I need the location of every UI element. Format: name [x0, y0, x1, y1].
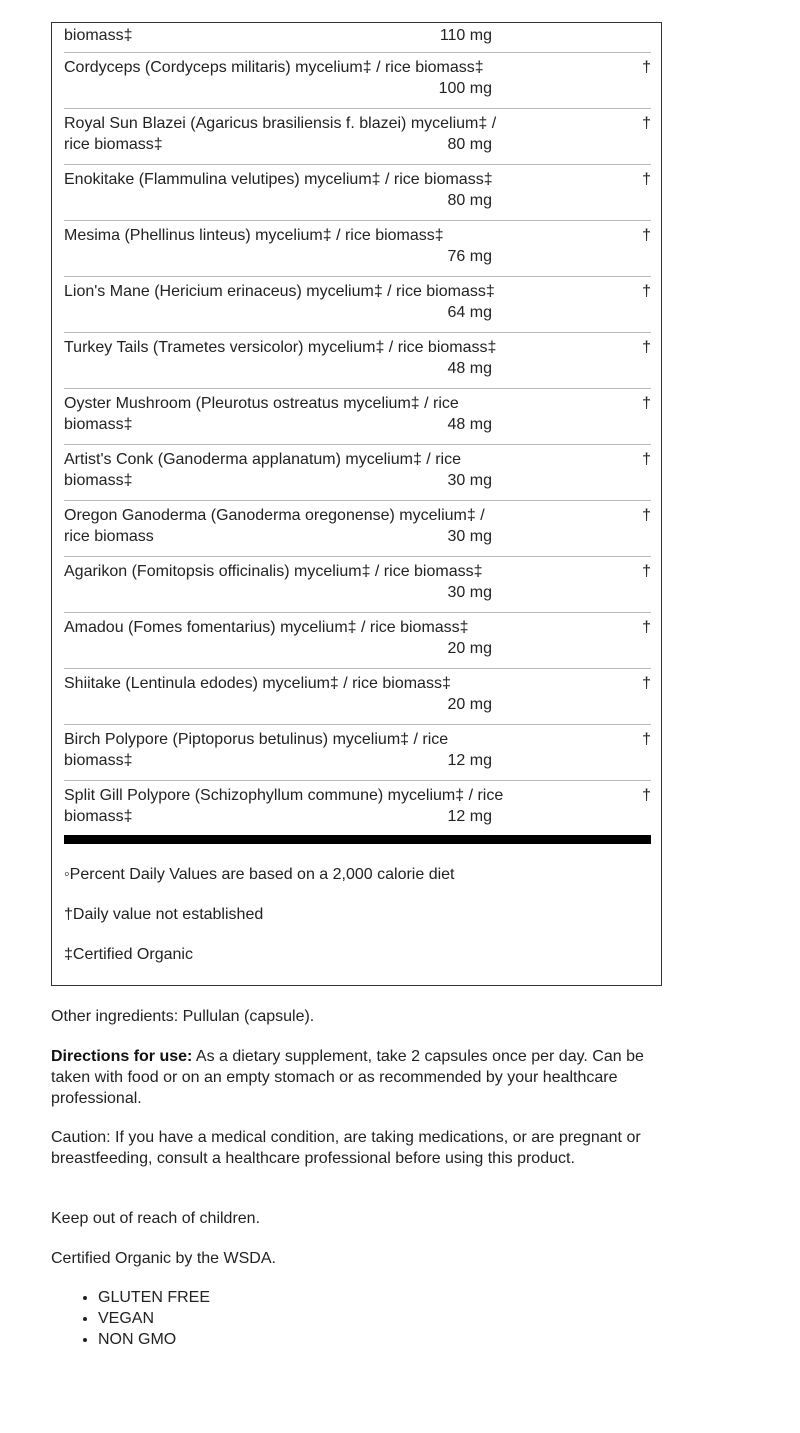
ingredient-amount: 80 mg [447, 136, 492, 153]
ingredient-name: Split Gill Polypore (Schizophyllum commune) mycelium‡ / rice biomass‡ [64, 787, 504, 825]
thick-divider [64, 835, 651, 844]
daily-value-dagger: † [642, 451, 651, 468]
ingredient-name: Shiitake (Lentinula edodes) mycelium‡ / rice biomass‡ [64, 675, 451, 692]
supplement-facts-panel [51, 22, 662, 986]
ingredient-name: Turkey Tails (Trametes versicolor) mycelium‡ / rice biomass‡ [64, 339, 497, 356]
certified-by-text: Certified Organic by the WSDA. [51, 1250, 276, 1267]
ingredient-name: Agarikon (Fomitopsis officinalis) mycelium‡ / rice biomass‡ [64, 563, 483, 580]
border-gap [664, 880, 674, 1010]
ingredient-name: Artist's Conk (Ganoderma applanatum) mycelium‡ / rice biomass‡ [64, 451, 461, 489]
ingredient-amount: 12 mg [447, 752, 492, 769]
ingredient-name: Enokitake (Flammulina velutipes) mycelium‡ / rice biomass‡ [64, 171, 493, 188]
ingredient-rows [64, 23, 651, 837]
ingredient-amount: 64 mg [447, 304, 492, 321]
badge-list [51, 1287, 210, 1350]
ingredient-row [64, 109, 651, 165]
ingredient-name: Lion's Mane (Hericium erinaceus) mycelium‡ / rice biomass‡ [64, 283, 495, 300]
daily-value-dagger: † [642, 171, 651, 188]
ingredient-row [64, 165, 651, 221]
ingredient-row [64, 445, 651, 501]
ingredient-amount: 30 mg [447, 472, 492, 489]
caution-text: Caution: If you have a medical condition, are taking medications, or are pregnant or breastfeeding, consult a healthcare professional before using this product. [51, 1129, 641, 1167]
ingredient-row [64, 53, 651, 109]
ingredient-amount: 76 mg [447, 248, 492, 265]
ingredient-row [64, 277, 651, 333]
daily-value-dagger: † [642, 507, 651, 524]
badge-item: • NON GMO [98, 1329, 210, 1350]
ingredient-amount: 30 mg [447, 584, 492, 601]
ingredient-name: Cordyceps (Cordyceps militaris) mycelium‡ / rice biomass‡ [64, 59, 484, 76]
daily-value-dagger: † [642, 283, 651, 300]
ingredient-row [64, 389, 651, 445]
ingredient-row [64, 221, 651, 277]
ingredient-amount: 20 mg [447, 640, 492, 657]
ingredient-amount: 48 mg [447, 360, 492, 377]
ingredient-name: Mesima (Phellinus linteus) mycelium‡ / rice biomass‡ [64, 227, 444, 244]
daily-value-dagger: † [642, 59, 651, 76]
ingredient-name: Amadou (Fomes fomentarius) mycelium‡ / rice biomass‡ [64, 619, 469, 636]
ingredient-name: Birch Polypore (Piptoporus betulinus) mycelium‡ / rice biomass‡ [64, 731, 449, 769]
keep-out-text: Keep out of reach of children. [51, 1210, 261, 1227]
ingredient-name: Royal Sun Blazei (Agaricus brasiliensis f. blazei) mycelium‡ / rice biomass‡ [64, 115, 497, 153]
ingredient-row [64, 557, 651, 613]
ingredient-name: Oregon Ganoderma (Ganoderma oregonense) mycelium‡ / rice biomass [64, 507, 485, 545]
daily-value-dagger: † [642, 675, 651, 692]
ingredient-amount: 100 mg [438, 80, 492, 97]
badge-item: • VEGAN [98, 1308, 210, 1329]
daily-value-dagger: † [642, 619, 651, 636]
ingredient-amount: 30 mg [447, 528, 492, 545]
ingredient-amount: 12 mg [447, 808, 492, 825]
ingredient-row [64, 23, 651, 53]
daily-value-dagger: † [642, 339, 651, 356]
daily-value-dagger: † [642, 395, 651, 412]
daily-value-dagger: † [642, 563, 651, 580]
footnote-not-established: †Daily value not established [64, 906, 264, 923]
daily-value-dagger: † [642, 731, 651, 748]
directions-for-use [51, 1046, 671, 1109]
ingredient-row [64, 613, 651, 669]
ingredient-amount: 48 mg [447, 416, 492, 433]
directions-label: Directions for use: [51, 1048, 193, 1065]
ingredient-row [64, 501, 651, 557]
ingredient-row [64, 333, 651, 389]
ingredient-name: biomass‡ [64, 27, 133, 44]
footnote-daily-values: ◦Percent Daily Values are based on a 2,000 calorie diet [64, 866, 455, 883]
ingredient-amount: 110 mg [439, 27, 492, 44]
daily-value-dagger: † [642, 115, 651, 132]
daily-value-dagger: † [642, 787, 651, 804]
directions-text: As a dietary supplement, take 2 capsules once per day. Can be taken with food or on an empty stomach or as recommended by your healthcare professional. [51, 1048, 644, 1107]
ingredient-row [64, 725, 651, 781]
badge-item: • GLUTEN FREE [98, 1287, 210, 1308]
daily-value-dagger: † [642, 227, 651, 244]
ingredient-name: Oyster Mushroom (Pleurotus ostreatus mycelium‡ / rice biomass‡ [64, 395, 459, 433]
ingredient-amount: 20 mg [447, 696, 492, 713]
ingredient-amount: 80 mg [447, 192, 492, 209]
footnote-organic: ‡Certified Organic [64, 946, 193, 963]
ingredient-row [64, 781, 651, 837]
other-ingredients: Other ingredients: Pullulan (capsule). [51, 1008, 315, 1025]
ingredient-row [64, 669, 651, 725]
